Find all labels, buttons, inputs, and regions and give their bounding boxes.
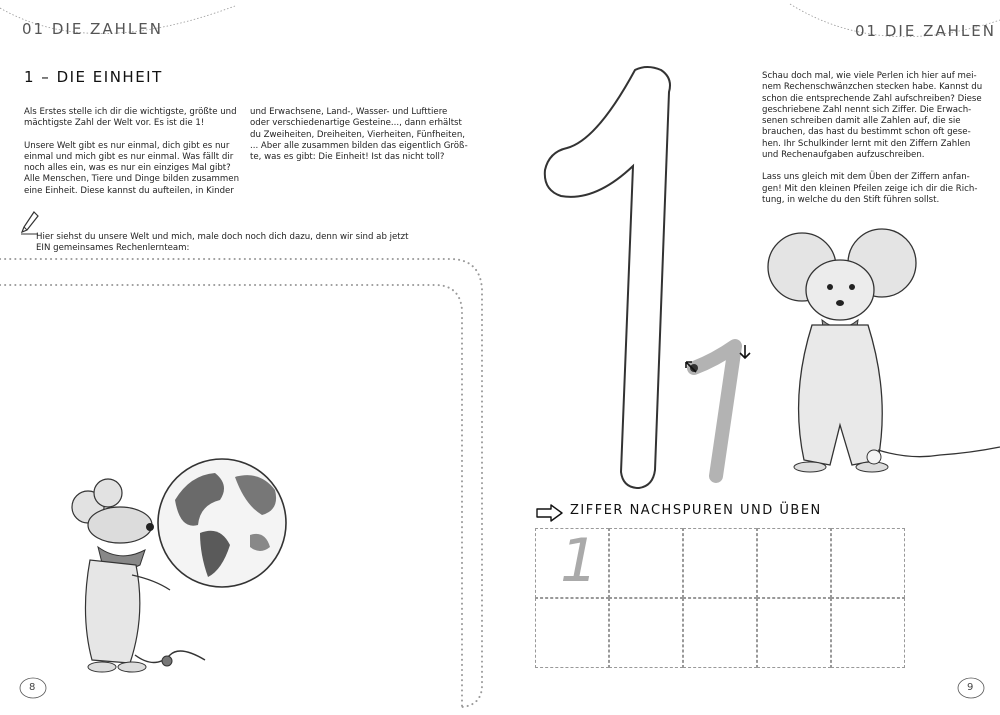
text-line: hen. Ihr Schulkinder lernt mit den Ziffern Zahlen [762,138,971,149]
text-line: geschriebene Zahl nennt sich Ziffer. Die Erwach- [762,104,972,115]
section-title: 1 – DIE EINHEIT [24,68,163,86]
practice-cell[interactable] [831,598,905,668]
text-line: Als Erstes stelle ich dir die wichtigste, größte und [24,107,237,117]
text-line: Alle Menschen, Tiere und Dinge bilden zusammen [24,174,240,185]
text-line: oder verschiedenartige Gesteine..., dann erhältst [250,118,462,129]
practice-cell[interactable] [683,528,757,598]
right-page-header: 01 DIE ZAHLEN [855,22,996,40]
arrow-right-icon [535,504,565,522]
practice-cell[interactable] [757,598,831,668]
text-line [24,130,249,141]
left-page-header: 01 DIE ZAHLEN [22,20,163,38]
practice-cell[interactable] [609,598,683,668]
practice-title: ZIFFER NACHSPUREN UND ÜBEN [570,503,822,518]
text-line [762,161,998,172]
text-line: und Rechenaufgaben aufzuschreiben. [762,150,925,161]
text-line: ... Aber alle zusammen bilden das eigentlich Größ- [250,140,468,151]
text-line: EIN gemeinsames Rechenlernteam: [36,243,190,254]
mouse-with-globe-illustration [50,455,310,685]
text-line: Hier siehst du unsere Welt und mich, male doch noch dich dazu, denn wir sind ab jetzt [36,232,409,242]
text-line: senen schreiben damit alle Zahlen auf, die sie [762,116,961,127]
arrow-up-left-icon [684,360,698,374]
text-line: und Erwachsene, Land-, Wasser- und Lufttiere [250,107,448,117]
text-line: gen! Mit den kleinen Pfeilen zeige ich dir die Rich- [762,183,978,194]
practice-cell[interactable] [535,598,609,668]
practice-cell[interactable] [609,528,683,598]
text-line: Schau doch mal, wie viele Perlen ich hier auf mei- [762,71,977,81]
mouse-with-abacus-tail-illustration [760,225,1000,485]
practice-cell[interactable] [683,598,757,668]
practice-cell[interactable] [831,528,905,598]
right-intro-text [762,71,998,206]
text-line: nem Rechenschwänzchen stecken habe. Kannst du [762,82,983,93]
grid-sample-digit: 1 [560,526,599,596]
intro-column-1 [24,107,249,197]
text-line: noch alles ein, was es nur ein einziges Mal gibt? [24,163,231,174]
drawing-instruction [36,232,456,255]
text-line: mächtigste Zahl der Welt vor. Es ist die 1! [24,118,205,129]
right-page-number: 9 [967,682,974,693]
text-line: brauchen, das hast du bestimmt schon oft gese- [762,127,971,138]
text-line: schon die entsprechende Zahl aufschreiben? Diese [762,93,982,104]
text-line: du Zweiheiten, Dreiheiten, Vierheiten, Fünfheiten, [250,129,466,140]
left-page-number: 8 [29,682,36,693]
text-line: Lass uns gleich mit dem Üben der Ziffern anfan- [762,172,970,183]
arrow-down-icon [739,344,751,360]
text-line: eine Einheit. Diese kannst du aufteilen, in Kinder [24,185,234,196]
text-line: te, was es gibt: Die Einheit! Ist das nicht toll? [250,152,445,163]
text-line: tung, in welche du den Stift führen sollst. [762,194,940,205]
intro-column-2 [250,107,480,163]
text-line: einmal und mich gibt es nur einmal. Was fällt dir [24,151,234,162]
text-line: Unsere Welt gibt es nur einmal, dich gibt es nur [24,140,230,151]
practice-cell[interactable] [757,528,831,598]
